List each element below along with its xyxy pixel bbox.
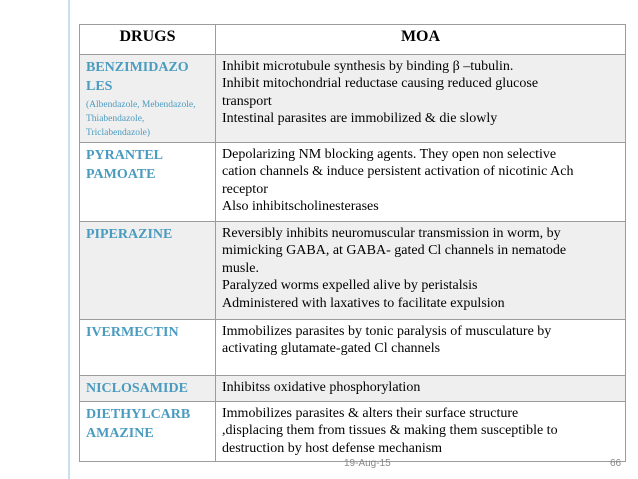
table-row [80, 222, 626, 320]
drug-cell [80, 402, 216, 462]
drug-example-line: (Albendazole, Mebendazole, [86, 100, 196, 110]
drug-cell [80, 222, 216, 320]
moa-cell [216, 143, 626, 222]
drug-name-line: PYRANTEL [86, 148, 164, 163]
drug-examples [86, 98, 209, 140]
drug-name-line: PAMOATE [86, 167, 156, 182]
table-header-row [80, 25, 626, 55]
table-row [80, 55, 626, 143]
moa-line: Paralyzed worms expelled alive by peristalsis [222, 278, 478, 294]
header-moa: MOA [216, 25, 626, 55]
table-row [80, 320, 626, 376]
drug-name-line: IVERMECTIN [86, 325, 179, 340]
slide-left-rule [68, 0, 70, 479]
moa-line: Reversibly inhibits neuromuscular transmission in worm, by [222, 226, 561, 241]
drug-cell [80, 320, 216, 376]
moa-line: musle. [222, 260, 259, 276]
slide-page-number: 66 [610, 458, 622, 469]
moa-line: Administered with laxatives to facilitate expulsion [222, 295, 505, 311]
drug-cell [80, 55, 216, 143]
drug-cell [80, 143, 216, 222]
moa-line: Immobilizes parasites by tonic paralysis of musculature by [222, 324, 552, 339]
drug-name-line: AMAZINE [86, 426, 154, 441]
drug-name-line: BENZIMIDAZO [86, 60, 189, 75]
moa-cell [216, 402, 626, 462]
moa-line: Depolarizing NM blocking agents. They open non selective [222, 147, 557, 162]
header-drugs: DRUGS [80, 25, 216, 55]
slide-date: 19-Aug-15 [344, 458, 391, 469]
drug-name-line: LES [86, 79, 113, 94]
moa-line: Intestinal parasites are immobilized & die slowly [222, 111, 498, 127]
drug-example-line: Thiabendazole, [86, 114, 145, 124]
table-row [80, 402, 626, 462]
moa-line: cation channels & induce persistent activation of nicotinic Ach [222, 164, 574, 180]
moa-line: Inhibit microtubule synthesis by binding β –tubulin. [222, 59, 514, 74]
moa-cell [216, 376, 626, 402]
moa-line: ,displacing them from tissues & making them susceptible to [222, 423, 558, 439]
drug-example-line: Triclabendazole) [86, 128, 151, 138]
drug-cell [80, 376, 216, 402]
moa-cell [216, 222, 626, 320]
drug-name-line: DIETHYLCARB [86, 407, 191, 422]
moa-line: mimicking GABA, at GABA- gated Cl channels in nematode [222, 243, 567, 259]
drug-moa-table [79, 24, 626, 462]
moa-line: Inhibitss oxidative phosphorylation [222, 380, 421, 395]
moa-line: Inhibit mitochondrial reductase causing reduced glucose [222, 76, 539, 92]
moa-line: activating glutamate-gated Cl channels [222, 341, 441, 357]
moa-cell [216, 320, 626, 376]
table-row [80, 376, 626, 402]
moa-line: Immobilizes parasites & alters their surface structure [222, 406, 519, 421]
moa-cell [216, 55, 626, 143]
drug-name-line: PIPERAZINE [86, 227, 173, 242]
moa-line: receptor [222, 181, 268, 197]
table-row [80, 143, 626, 222]
moa-line: destruction by host defense mechanism [222, 440, 443, 456]
moa-line: Also inhibitscholinesterases [222, 199, 379, 215]
moa-line: transport [222, 93, 272, 109]
drug-name-line: NICLOSAMIDE [86, 381, 188, 396]
